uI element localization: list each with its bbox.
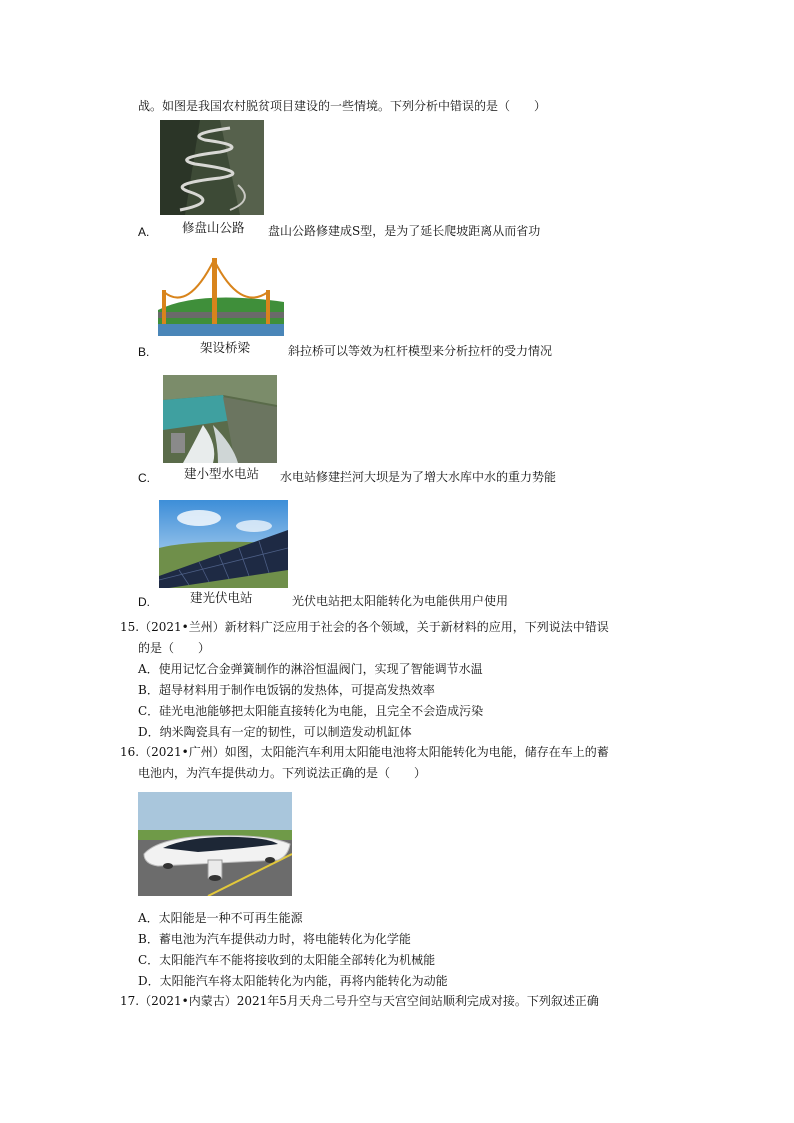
option-a-letter: A. <box>138 225 150 239</box>
option-c-text: 水电站修建拦河大坝是为了增大水库中水的重力势能 <box>280 470 557 484</box>
question-16-option-a: A．太阳能是一种不可再生能源 <box>138 911 303 925</box>
question-15-option-b: B．超导材料用于制作电饭锅的发热体，可提高发热效率 <box>138 683 435 697</box>
solar-panels-image <box>159 500 288 588</box>
question-15-option-a: A．使用记忆合金弹簧制作的淋浴恒温阀门，实现了智能调节水温 <box>138 662 483 676</box>
option-a-text: 盘山公路修建成S型，是为了延长爬坡距离从而省功 <box>268 224 541 238</box>
option-b-caption: 架设桥梁 <box>200 341 251 355</box>
question-17-stem-line1: 17.（2021•内蒙古）2021年5月天舟二号升空与天宫空间站顺利完成对接。下列叙述正确 <box>120 994 599 1008</box>
option-d-letter: D. <box>138 595 150 609</box>
option-c-letter: C. <box>138 471 150 485</box>
option-c-caption: 建小型水电站 <box>184 467 260 481</box>
hydropower-dam-image <box>163 375 277 463</box>
question-16-stem-line1: 16.（2021•广州）如图，太阳能汽车利用太阳能电池将太阳能转化为电能，储存在车上的蓄 <box>120 745 609 759</box>
question-16-option-c: C．太阳能汽车不能将接收到的太阳能全部转化为机械能 <box>138 953 436 967</box>
option-d-text: 光伏电站把太阳能转化为电能供用户使用 <box>292 594 509 608</box>
solar-car-image <box>138 792 292 896</box>
option-d-caption: 建光伏电站 <box>190 591 253 605</box>
option-a-caption: 修盘山公路 <box>182 221 245 235</box>
question-15-stem-line1: 15.（2021•兰州）新材料广泛应用于社会的各个领域，关于新材料的应用，下列说法中错误 <box>120 620 609 634</box>
question-15-option-c: C．硅光电池能够把太阳能直接转化为电能，且完全不会造成污染 <box>138 704 484 718</box>
question-16-option-d: D．太阳能汽车将太阳能转化为内能，再将内能转化为动能 <box>138 974 448 988</box>
question-16-option-b: B．蓄电池为汽车提供动力时，将电能转化为化学能 <box>138 932 411 946</box>
question-14-stem-continuation: 战。如图是我国农村脱贫项目建设的一些情境。下列分析中错误的是（ ） <box>138 99 547 113</box>
question-15-stem-line2: 的是（ ） <box>138 641 211 655</box>
question-16-stem-line2: 电池内，为汽车提供动力。下列说法正确的是（ ） <box>138 766 427 780</box>
suspension-bridge-image <box>158 250 284 336</box>
option-b-letter: B. <box>138 345 150 359</box>
winding-mountain-road-image <box>160 120 264 215</box>
option-b-text: 斜拉桥可以等效为杠杆模型来分析拉杆的受力情况 <box>288 344 553 358</box>
question-15-option-d: D．纳米陶瓷具有一定的韧性，可以制造发动机缸体 <box>138 725 412 739</box>
